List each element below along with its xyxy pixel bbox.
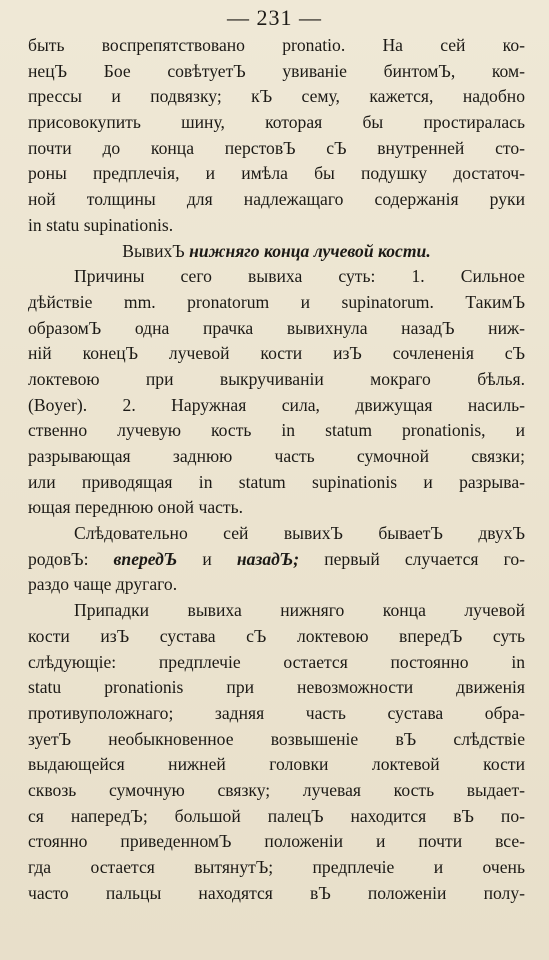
emphasis-forward: впередЪ xyxy=(113,548,178,569)
text-line: образомЪ одна прачка вывихнула назадЪ ниж- xyxy=(28,317,525,338)
text-line: гда остается вытянутЪ; предплечіе и очень xyxy=(28,857,525,877)
text-line: ющая переднюю оной часть. xyxy=(28,497,244,518)
section-heading xyxy=(28,239,525,265)
text-line: in statu supinationis. xyxy=(28,214,174,235)
page-number: — 231 — xyxy=(227,5,322,30)
text-line: выдающейся нижней головки локтевой кости xyxy=(28,754,525,775)
text-fragment: родовЪ: xyxy=(28,548,89,569)
text-line: кости изЪ сустава сЪ локтевою впередЪ суть xyxy=(28,625,525,646)
text-line: или приводящая in statum supinationis и разрыва- xyxy=(28,471,525,492)
text-line: ся напередЪ; большой палецЪ находится вЪ по- xyxy=(28,805,525,826)
text-line: присовокупить шину, которая бы простиралась xyxy=(28,112,525,133)
text-line: дѣйствіе mm. pronatorum и supinatorum. ТакимЪ xyxy=(28,291,525,312)
text-line: роны предплечія, и имѣла бы подушку достаточ- xyxy=(28,163,525,184)
text-line: ственно лучевую кость in statum pronationis, и xyxy=(28,420,525,441)
text-line: нецЪ Бое совѣтуетЪ увиваніе бинтомЪ, ком- xyxy=(28,60,525,81)
text-line: (Boyer). 2. Наружная сила, движущая насиль- xyxy=(28,394,525,415)
text-line: ной толщины для надлежащаго содержанія руки xyxy=(28,189,525,210)
text-line: прессы и подвязку; кЪ сему, кажется, надобно xyxy=(28,86,525,107)
text-line: раздо чаще другаго. xyxy=(28,574,178,595)
text-fragment: и xyxy=(202,548,212,569)
text-line: разрывающая заднюю часть сумочной связки; xyxy=(28,446,525,466)
text-line: Слѣдовательно сей вывихЪ бываетЪ двухЪ xyxy=(74,523,525,544)
text-line: слѣдующіе: предплечіе остается постоянно in xyxy=(28,651,525,672)
text-line: ній конецЪ лучевой кости изЪ сочлененія сЪ xyxy=(28,343,525,364)
section-heading-title: нижняго конца лучевой кости. xyxy=(189,240,431,261)
text-line: Припадки вывиха нижняго конца лучевой xyxy=(74,600,525,621)
text-line: локтевою при выкручиваніи мокраго бѣлья. xyxy=(28,368,525,389)
section-heading-lead: ВывихЪ xyxy=(122,240,185,261)
emphasis-backward: назадЪ; xyxy=(236,548,300,569)
text-line: зуетЪ необыкновенное возвышеніе вЪ слѣдствіе xyxy=(28,728,525,749)
text-line: Причины сего вывиха суть: 1. Сильное xyxy=(74,266,525,287)
text-line: быть воспрепятствовано pronatio. На сей ко- xyxy=(28,35,525,55)
text-fragment: первый случается го- xyxy=(324,548,525,569)
text-line: statu pronationis при невозможности движенія xyxy=(28,677,525,698)
text-line-mixed xyxy=(28,547,525,573)
text-line: почти до конца перстовЪ сЪ внутренней сто- xyxy=(28,137,525,158)
body-text xyxy=(28,33,525,906)
text-line: противуположнаго; задняя часть сустава обра- xyxy=(28,702,525,723)
text-line: часто пальцы находятся вЪ положеніи полу- xyxy=(28,882,525,903)
text-line: сквозь сумочную связку; лучевая кость выдает- xyxy=(28,779,525,800)
text-line: стоянно приведенномЪ положеніи и почти все- xyxy=(28,831,525,852)
